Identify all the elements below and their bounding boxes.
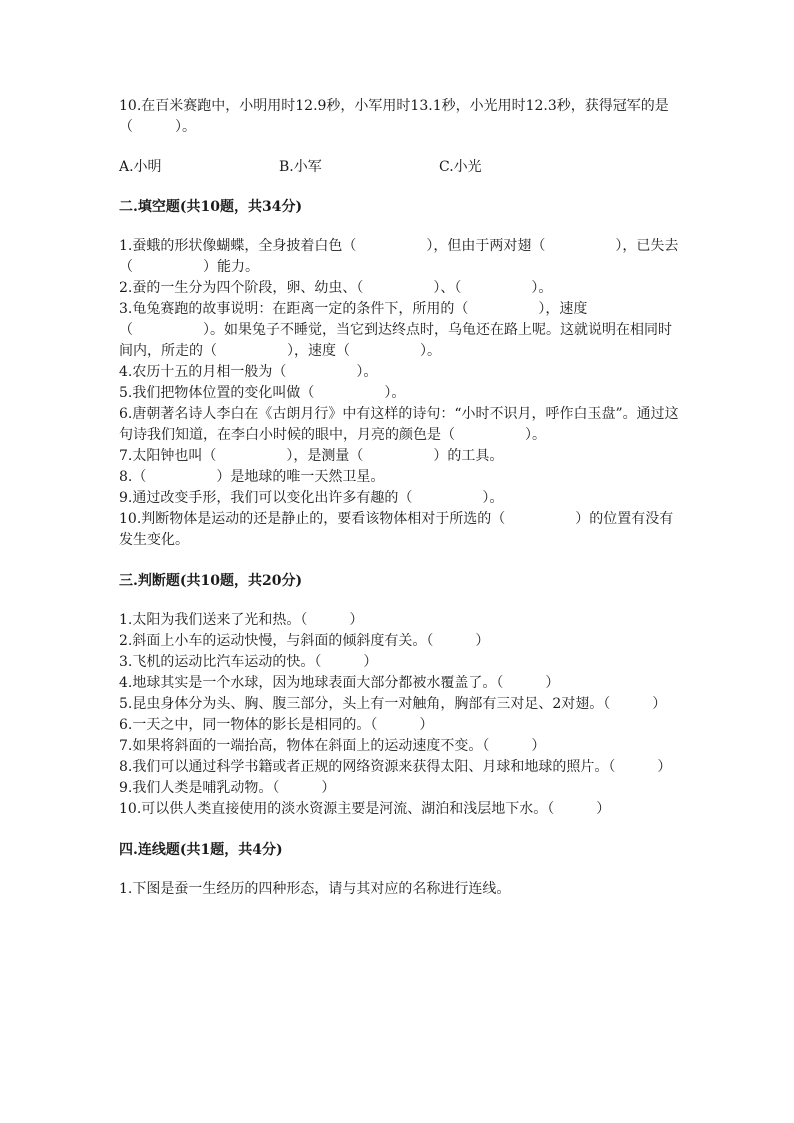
- judge-question-7: 7.如果将斜面的一端抬高，物体在斜面上的运动速度不变。（ ）: [119, 738, 546, 754]
- connect-questions: [119, 879, 679, 900]
- fill-section-title: 二.填空题(共10题，共34分): [119, 199, 303, 215]
- judge-question-8: 8.我们可以通过科学书籍或者正规的网络资源来获得太阳、月球和地球的照片。（ ）: [119, 759, 672, 775]
- fill-question-3: 3.龟兔赛跑的故事说明：在距离一定的条件下，所用的（ ），速度（ ）。如果兔子不睡觉，当它到达终点时，乌龟还在路上呢。这就说明在相同时间内，所走的（ ），速度（ ）。: [119, 301, 672, 359]
- connect-section-title: 四.连线题(共1题，共4分): [119, 842, 283, 858]
- judge-questions: [119, 610, 679, 820]
- fill-question-7: 7.太阳钟也叫（ ），是测量（ ）的工具。: [119, 448, 504, 464]
- fill-question-10: 10.判断物体是运动的还是静止的，要看该物体相对于所选的（ ）的位置有没有发生变化。: [119, 511, 674, 548]
- judge-question-10: 10.可以供人类直接使用的淡水资源主要是河流、湖泊和浅层地下水。（ ）: [119, 801, 611, 817]
- fill-question-9: 9.通过改变手形，我们可以变化出许多有趣的（ ）。: [119, 490, 504, 506]
- judge-question-3: 3.飞机的运动比汽车运动的快。（ ）: [119, 654, 378, 670]
- fill-question-4: 4.农历十五的月相一般为（ ）。: [119, 364, 378, 380]
- judge-question-2: 2.斜面上小车的运动快慢，与斜面的倾斜度有关。（ ）: [119, 633, 490, 649]
- judge-question-9: 9.我们人类是哺乳动物。（ ）: [119, 780, 336, 796]
- judge-section-title: 三.判断题(共10题，共20分): [119, 573, 303, 589]
- option-a[interactable]: A.小明: [119, 159, 162, 175]
- choice-question-10: 10.在百米赛跑中，小明用时12.9秒，小军用时13.1秒，小光用时12.3秒，获得冠军的是（ ）。: [119, 98, 669, 135]
- fill-question-6: 6.唐朝著名诗人李白在《古朗月行》中有这样的诗句：“小时不识月，呼作白玉盘”。通过这句诗我们知道，在李白小时候的眼中，月亮的颜色是（ ）。: [119, 406, 679, 443]
- judge-question-4: 4.地球其实是一个水球，因为地球表面大部分都被水覆盖了。（ ）: [119, 675, 560, 691]
- judge-question-1: 1.太阳为我们送来了光和热。（ ）: [119, 612, 364, 628]
- judge-question-5: 5.昆虫身体分为头、胸、腹三部分，头上有一对触角，胸部有三对足、2对翅。（ ）: [119, 696, 667, 712]
- exam-page: [119, 96, 679, 900]
- option-c[interactable]: C.小光: [439, 159, 482, 175]
- fill-question-5: 5.我们把物体位置的变化叫做（ ）。: [119, 385, 406, 401]
- choice-options: [119, 157, 679, 178]
- fill-questions: [119, 236, 679, 551]
- connect-question-1: 1.下图是蚕一生经历的四种形态，请与其对应的名称进行连线。: [119, 881, 511, 897]
- fill-question-8: 8.（ ）是地球的唯一天然卫星。: [119, 469, 385, 485]
- judge-question-6: 6.一天之中，同一物体的影长是相同的。（ ）: [119, 717, 434, 733]
- fill-question-2: 2.蚕的一生分为四个阶段，卵、幼虫、（ ）、（ ）。: [119, 280, 553, 296]
- fill-question-1: 1.蚕蛾的形状像蝴蝶，全身披着白色（ ），但由于两对翅（ ），已失去（ ）能力。: [119, 238, 679, 275]
- option-b[interactable]: B.小军: [279, 159, 322, 175]
